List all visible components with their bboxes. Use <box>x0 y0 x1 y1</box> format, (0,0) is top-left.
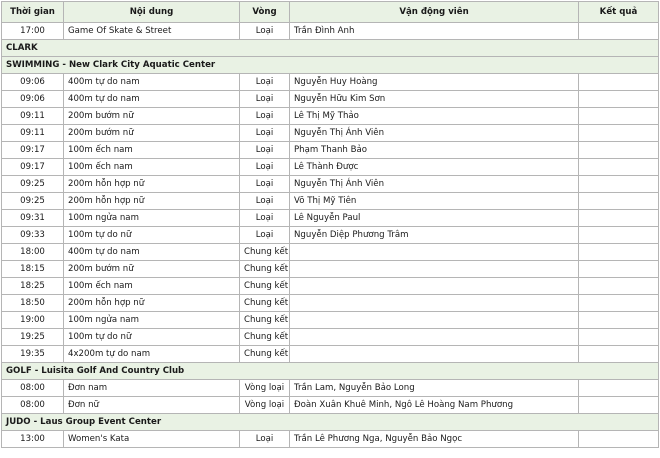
header-row <box>2 2 659 23</box>
athlete-cell: Nguyễn Thị Ánh Viên <box>290 176 579 193</box>
event-cell: Đơn nam <box>64 380 240 397</box>
result-cell <box>579 261 659 278</box>
athlete-cell: Lê Thị Mỹ Thảo <box>290 108 579 125</box>
event-cell: 200m hỗn hợp nữ <box>64 176 240 193</box>
time-cell: 09:25 <box>2 176 64 193</box>
round-cell: Loại <box>240 125 290 142</box>
round-cell: Vòng loại <box>240 397 290 414</box>
table-row <box>2 23 659 40</box>
time-cell: 09:17 <box>2 159 64 176</box>
round-cell: Chung kết <box>240 329 290 346</box>
table-row <box>2 142 659 159</box>
time-cell: 09:25 <box>2 193 64 210</box>
round-cell: Loại <box>240 176 290 193</box>
athlete-cell: Võ Thị Mỹ Tiên <box>290 193 579 210</box>
event-cell: Đơn nữ <box>64 397 240 414</box>
result-cell <box>579 91 659 108</box>
event-cell: 200m hỗn hợp nữ <box>64 193 240 210</box>
time-cell: 17:00 <box>2 23 64 40</box>
athlete-cell: Nguyễn Huy Hoàng <box>290 74 579 91</box>
athlete-cell: Lê Nguyễn Paul <box>290 210 579 227</box>
time-cell: 18:15 <box>2 261 64 278</box>
event-cell: Game Of Skate & Street <box>64 23 240 40</box>
result-cell <box>579 346 659 363</box>
table-row <box>2 431 659 448</box>
athlete-cell <box>290 295 579 312</box>
athlete-cell <box>290 312 579 329</box>
section-row <box>2 363 659 380</box>
athlete-cell <box>290 346 579 363</box>
time-cell: 13:00 <box>2 431 64 448</box>
athlete-cell: Lê Thành Được <box>290 159 579 176</box>
time-cell: 08:00 <box>2 397 64 414</box>
header-round: Vòng <box>240 2 290 23</box>
result-cell <box>579 431 659 448</box>
result-cell <box>579 23 659 40</box>
round-cell: Loại <box>240 227 290 244</box>
section-label: CLARK <box>2 40 659 57</box>
time-cell: 09:06 <box>2 74 64 91</box>
table-row <box>2 261 659 278</box>
result-cell <box>579 193 659 210</box>
round-cell: Chung kết <box>240 278 290 295</box>
round-cell: Vòng loại <box>240 380 290 397</box>
table-row <box>2 108 659 125</box>
event-cell: 200m bướm nữ <box>64 261 240 278</box>
round-cell: Loại <box>240 210 290 227</box>
time-cell: 18:25 <box>2 278 64 295</box>
table-row <box>2 346 659 363</box>
table-row <box>2 380 659 397</box>
schedule-body <box>2 23 659 448</box>
header-content: Nội dung <box>64 2 240 23</box>
section-row <box>2 414 659 431</box>
result-cell <box>579 74 659 91</box>
round-cell: Chung kết <box>240 295 290 312</box>
event-cell: 4x200m tự do nam <box>64 346 240 363</box>
round-cell: Loại <box>240 142 290 159</box>
header-time: Thời gian <box>2 2 64 23</box>
time-cell: 18:00 <box>2 244 64 261</box>
result-cell <box>579 244 659 261</box>
athlete-cell <box>290 278 579 295</box>
athlete-cell: Nguyễn Hữu Kim Sơn <box>290 91 579 108</box>
athlete-cell: Trần Lam, Nguyễn Bảo Long <box>290 380 579 397</box>
header-result: Kết quả <box>579 2 659 23</box>
event-cell: 100m tự do nữ <box>64 227 240 244</box>
round-cell: Chung kết <box>240 244 290 261</box>
round-cell: Chung kết <box>240 312 290 329</box>
athlete-cell <box>290 329 579 346</box>
event-cell: 200m bướm nữ <box>64 108 240 125</box>
result-cell <box>579 125 659 142</box>
result-cell <box>579 210 659 227</box>
round-cell: Chung kết <box>240 346 290 363</box>
athlete-cell: Trần Đình Anh <box>290 23 579 40</box>
event-cell: 400m tự do nam <box>64 91 240 108</box>
table-row <box>2 227 659 244</box>
time-cell: 08:00 <box>2 380 64 397</box>
event-cell: 400m tự do nam <box>64 74 240 91</box>
table-row <box>2 278 659 295</box>
round-cell: Loại <box>240 23 290 40</box>
event-cell: 100m ngửa nam <box>64 312 240 329</box>
result-cell <box>579 278 659 295</box>
result-cell <box>579 295 659 312</box>
athlete-cell <box>290 244 579 261</box>
athlete-cell: Phạm Thanh Bảo <box>290 142 579 159</box>
time-cell: 09:33 <box>2 227 64 244</box>
table-row <box>2 193 659 210</box>
result-cell <box>579 142 659 159</box>
athlete-cell: Nguyễn Thị Ánh Viên <box>290 125 579 142</box>
round-cell: Loại <box>240 108 290 125</box>
time-cell: 18:50 <box>2 295 64 312</box>
athlete-cell: Trần Lê Phương Nga, Nguyễn Bảo Ngọc <box>290 431 579 448</box>
table-row <box>2 74 659 91</box>
section-label: GOLF - Luisita Golf And Country Club <box>2 363 659 380</box>
round-cell: Loại <box>240 91 290 108</box>
time-cell: 09:31 <box>2 210 64 227</box>
athlete-cell <box>290 261 579 278</box>
section-label: SWIMMING - New Clark City Aquatic Center <box>2 57 659 74</box>
result-cell <box>579 380 659 397</box>
table-row <box>2 125 659 142</box>
time-cell: 09:11 <box>2 125 64 142</box>
event-cell: 100m ếch nam <box>64 278 240 295</box>
round-cell: Loại <box>240 193 290 210</box>
section-row <box>2 40 659 57</box>
table-row <box>2 210 659 227</box>
event-cell: 100m ếch nam <box>64 159 240 176</box>
result-cell <box>579 397 659 414</box>
table-row <box>2 312 659 329</box>
time-cell: 09:06 <box>2 91 64 108</box>
table-row <box>2 91 659 108</box>
event-cell: 400m tự do nam <box>64 244 240 261</box>
table-row <box>2 295 659 312</box>
header-athlete: Vận động viên <box>290 2 579 23</box>
table-row <box>2 159 659 176</box>
event-cell: Women's Kata <box>64 431 240 448</box>
result-cell <box>579 159 659 176</box>
result-cell <box>579 227 659 244</box>
time-cell: 19:00 <box>2 312 64 329</box>
round-cell: Chung kết <box>240 261 290 278</box>
round-cell: Loại <box>240 159 290 176</box>
table-row <box>2 244 659 261</box>
event-cell: 200m bướm nữ <box>64 125 240 142</box>
table-row <box>2 397 659 414</box>
table-row <box>2 329 659 346</box>
result-cell <box>579 329 659 346</box>
section-row <box>2 57 659 74</box>
result-cell <box>579 176 659 193</box>
event-cell: 200m hỗn hợp nữ <box>64 295 240 312</box>
event-cell: 100m ếch nam <box>64 142 240 159</box>
time-cell: 19:35 <box>2 346 64 363</box>
athlete-cell: Đoàn Xuân Khuê Minh, Ngô Lê Hoàng Nam Phương <box>290 397 579 414</box>
section-label: JUDO - Laus Group Event Center <box>2 414 659 431</box>
event-cell: 100m tự do nữ <box>64 329 240 346</box>
event-cell: 100m ngửa nam <box>64 210 240 227</box>
table-row <box>2 176 659 193</box>
result-cell <box>579 312 659 329</box>
schedule-table <box>1 1 659 448</box>
time-cell: 09:17 <box>2 142 64 159</box>
result-cell <box>579 108 659 125</box>
time-cell: 09:11 <box>2 108 64 125</box>
time-cell: 19:25 <box>2 329 64 346</box>
round-cell: Loại <box>240 74 290 91</box>
round-cell: Loại <box>240 431 290 448</box>
athlete-cell: Nguyễn Diệp Phương Trâm <box>290 227 579 244</box>
